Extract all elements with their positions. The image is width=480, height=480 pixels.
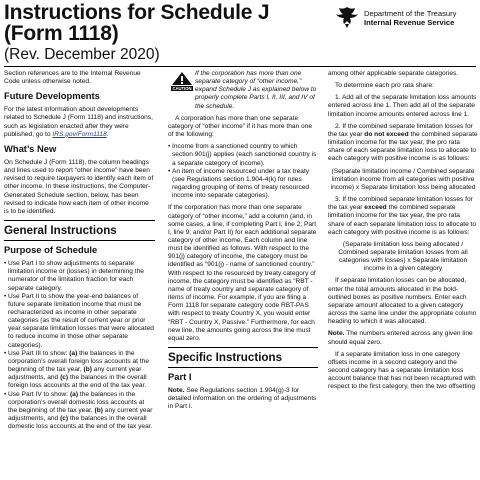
section-divider [4, 220, 155, 221]
caution-label: CAUTION [172, 86, 192, 91]
agency-department: Department of the Treasury [364, 9, 457, 18]
revision-date: (Rev. December 2020) [4, 46, 160, 63]
part-1-heading: Part I [168, 371, 192, 382]
purpose-bullet-2: • Use Part II to show the year-end balances of future separate limitation income that must be recharacterized as income in other separate categories (as the result of current year or prior year separate limitation losses that were allocated to reduce income in those other separate categories). [4, 293, 155, 350]
column-1 [4, 70, 155, 431]
zero-note: Note. The numbers entered across any given line should equal zero. [328, 330, 473, 346]
caution-triangle-icon [171, 71, 193, 91]
caution-text: If the corporation has more than one separate category of “other income,” expand Schedule J as explained below to properly complete Parts I, II, III, and IV of the schedule. [195, 70, 317, 110]
header-divider [4, 66, 476, 67]
category-bullet-1: • Income from a sanctioned country to which section 901(j) applies (each sanctioned country is a separate category of income). [168, 143, 318, 167]
step-2: 2. If the combined separate limitation losses for the tax year do not exceed the combined separate limitation income for the tax year, the pro rata share of each separate limitation loss to allocate to each category with positive income is as follows: [328, 122, 478, 163]
category-list [168, 143, 318, 200]
caution-box [168, 70, 318, 111]
categories-continued: among other applicable separate categories. [328, 70, 459, 77]
intro-text: Section references are to the Internal Revenue Code unless otherwise noted. [4, 70, 141, 86]
title-line-2: (Form 1118) [4, 22, 119, 45]
future-developments-text: For the latest information about developments related to Schedule J (Form 1118) and instructions, such as legislation enacted after they were published, go to IRS.gov/Form1118. [4, 106, 153, 138]
purpose-list [4, 260, 155, 431]
future-developments-heading: Future Developments [4, 90, 100, 102]
more-categories-text: A corporation has more than one separate category of “other income” if it has more than one of the following: [168, 114, 313, 139]
section-divider [4, 240, 155, 241]
specific-instructions-heading: Specific Instructions [168, 351, 283, 364]
offset-text: If a separate limitation loss in one category offsets income in a second category and the second category has a separate limitation loss account balance that has not been recaptured with respect to the first category, then the two offsetting [328, 350, 476, 391]
category-bullet-2: • An item of income resourced under a tax treaty (see Regulations section 1.904-4(k) for rules regarding grouping of items of treaty resourced income into separate categories). [168, 168, 318, 201]
page-title [4, 2, 269, 44]
step-1: 1. Add all of the separate limitation loss amounts entered across line 1. Then add all of the separate limitation income amounts entered across line 1. [328, 94, 477, 118]
agency-irs: Internal Revenue Service [364, 18, 455, 27]
part-1-note: Note. See Regulations section 1.904(g)-3 for detailed information on the ordering of adjustments in Part I. [168, 387, 317, 411]
purpose-heading: Purpose of Schedule [4, 244, 98, 256]
section-divider [168, 347, 318, 348]
column-2 [168, 70, 318, 415]
formula-1: (Separate limitation income / Combined separate limitation income from all categories with positive income) x Separate limitation loss being allocated [330, 167, 476, 191]
purpose-bullet-4: • Use Part IV to show: (a) the balances in the corporation’s overall domestic loss accounts at the beginning of the tax year, (b) any current year adjustments, and (c) the balances in the overall domestic loss accounts at the end of the tax year. [4, 391, 155, 432]
step-3: 3. If the combined separate limitation losses for the tax year exceed the combined separate limitation income for the tax year, the pro rata share of each separate limitation loss to allocate to each category with positive income is as follows: [328, 196, 477, 236]
irs-form1118-link[interactable]: IRS.gov/Form1118 [52, 130, 107, 138]
whats-new-text: On Schedule J (Form 1118), the column headings and lines used to report “other income” have been revised to require taxpayers to identify each item of other income. In these instructions, the Computer-Generated Schedule section, below, has been revised to indicate how each item of other income is to be identified. [4, 158, 154, 215]
pro-rata-intro: To determine each pro rata share: [335, 82, 434, 90]
title-line-1: Instructions for Schedule J [4, 1, 270, 24]
add-column-text: If the corporation has more than one separate category of “other income,” add a column (and, in some cases, a line, if completing Part I, line 2; Part I, line 9; and/or Part II) for each additional separate category of other income. Each column and line must be identified as follows. With respect to the 901(j) category of income, the category must be identified as “901(j) - name of sanctioned country.” With respect to the resourced by treaty category of income, the category must be identified as “RBT - name of treaty country and separate category of items of income. For example, if you are filing a Form 1118 for separate category code RBT-PAS with respect to treaty Country X, you would enter “RBT - Country X, Passive.” Furthermore, for each new line, the amounts going across the line must equal zero. [168, 204, 317, 342]
formula-2: (Separate limitation loss being allocated / Combined separate limitation losses from all categories with losses) x Separate limitation income in a given category [338, 240, 468, 273]
column-3 [328, 70, 478, 395]
purpose-bullet-1: • Use Part I to show adjustments to separate limitation income or (losses) in determining the numerator of the limitation fraction for each separate category. [4, 260, 155, 293]
whats-new-heading: What’s New [4, 142, 57, 154]
general-instructions-heading: General Instructions [4, 224, 117, 238]
eagle-seal-icon [334, 4, 360, 30]
section-divider [168, 367, 318, 368]
purpose-bullet-3: • Use Part III to show: (a) the balances in the corporation’s overall foreign loss accounts at the beginning of the tax year, (b) any current year adjustments, and (c) the balances in the overall foreign loss accounts at the end of the tax year. [4, 350, 155, 391]
allocation-text: If separate limitation losses can be allocated, enter the total amounts allocated in the bold-outlined boxes as positive numbers. Enter each separate amount allocated to a given category across the same line under the appropriate column heading to which it was allocated. [328, 277, 477, 326]
